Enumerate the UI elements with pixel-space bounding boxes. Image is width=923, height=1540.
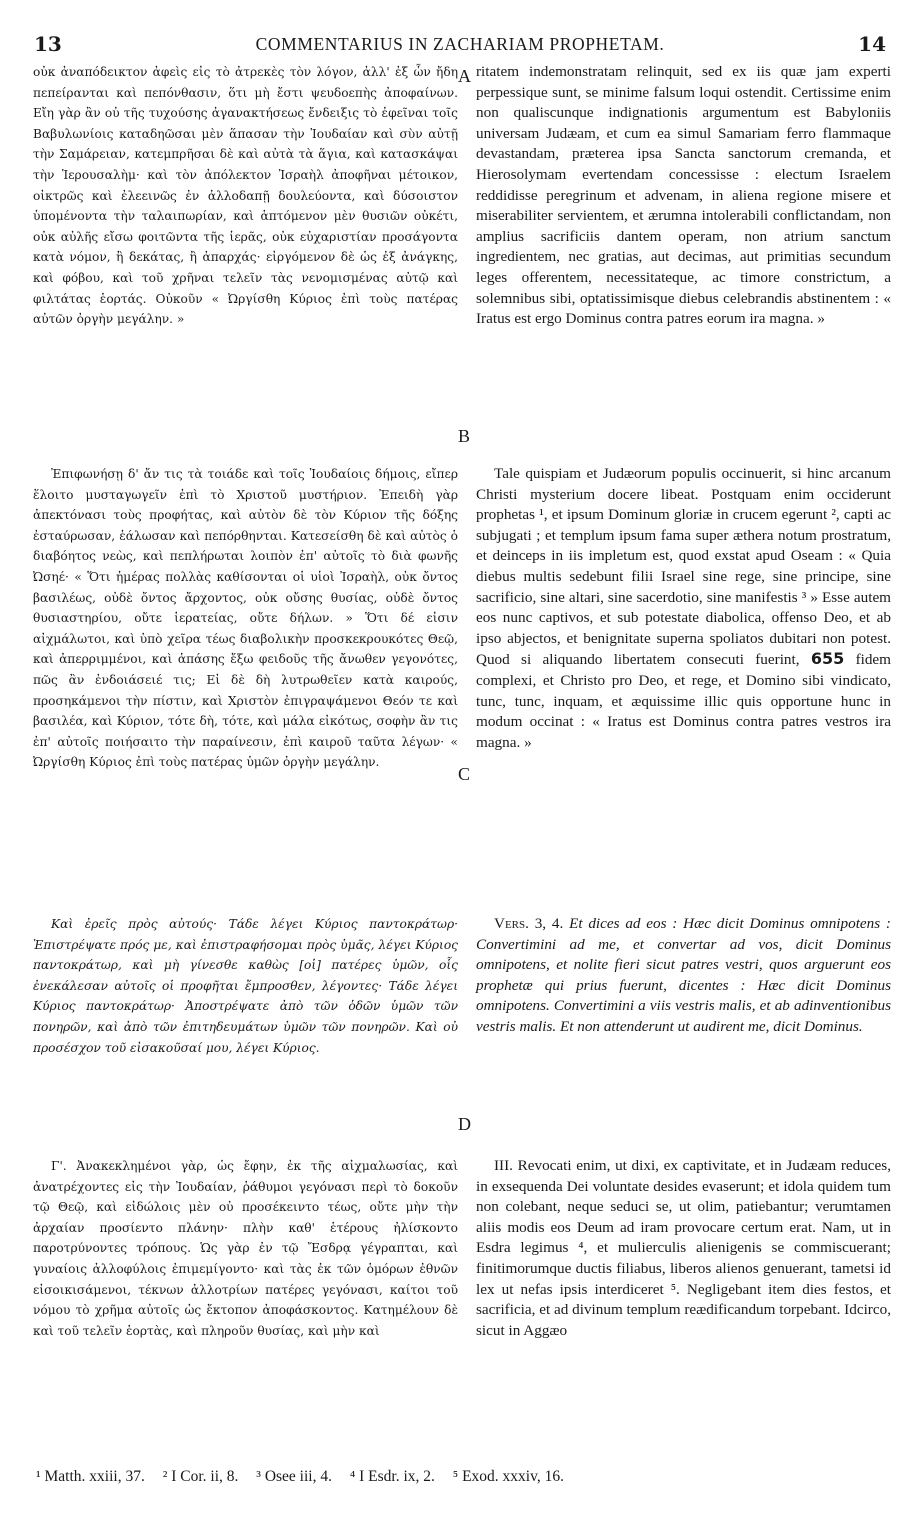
footnote: ¹ Matth. xxiii, 37. xyxy=(36,1468,145,1485)
verse-label: Vers. 3, 4. xyxy=(494,915,564,932)
latin-text xyxy=(476,464,891,753)
margin-letter-c: C xyxy=(458,764,471,784)
footnote: ⁵ Exod. xxxiv, 16. xyxy=(452,1468,564,1485)
running-title: COMMENTARIUS IN ZACHARIAM PROPHETAM. xyxy=(255,34,665,54)
greek-paragraph-1 xyxy=(33,62,458,330)
greek-text: Καὶ ἐρεῖς πρὸς αὐτούς· Τάδε λέγει Κύριος παντοκράτωρ· Ἐπιστρέψατε πρός με, καὶ ἐπιστραφήσομαι πρὸς ὑμᾶς, λέγει Κύριος παντοκράτωρ, καὶ μὴ γίνεσθε καθὼς [οἱ] πατέρες ὑμῶν, οἷς ἐνεκάλεσαν αὐτοῖς οἱ προφῆται ἔμπροσθεν, λέγοντες· Τάδε λέγει Κύριος παντοκράτωρ· Ἀποστρέψατε ἀπὸ τῶν ὁδῶν ὑμῶν τῶν πονηρῶν, καὶ ἀπὸ τῶν ἐπιτηδευμάτων ὑμῶν τῶν πονηρῶν. Καὶ οὐ προσέσχον τοῦ εἰσακοῦσαί μου, λέγει Κύριος. xyxy=(33,917,458,1055)
footnote: ² I Cor. ii, 8. xyxy=(162,1468,239,1485)
latin-paragraph-1 xyxy=(476,62,891,330)
page-number-right: 14 xyxy=(858,32,886,56)
latin-text: ritatem indemonstratam relinquit, sed ex iis quæ jam experti perpessique sunt, se minime falsum loqui ostendit. Certissime enim non qualiscunque indignationis argumentum est Babyloniis universam Judæam, et cum ea simul Samariam ferro flammaque devastandam, præterea ipsa Sancta sanctorum cremanda, et Hierosolymam evertendam concessisse : electum Israelem reddidisse peregrinum et advenam, in aliena regione misere et miserabiliter servientem, et ærumna intolerabili conflictandam, non amplius sacrificiis dantem operam, non atrium sanctum ingredientem, nec gratias, aut decimas, aut primitias secundum leges offerentem, necessitateque, ac timore constrictum, a solemnibus sibi, optatissimisque diebus celebrandis abstinentem : « Iratus est ergo Dominus contra patres eorum ira magna. » xyxy=(476,63,891,328)
verse-text: Et dices ad eos : Hæc dicit Dominus omnipotens : Convertimini ad me, et convertar ad vos, dicit Dominus omnipotens, et nolite fieri sicut patres vestri, quos arguerunt eos prophetæ qui prius fuerunt, dicentes : Hæc dicit Dominus omnipotens. Convertimini a viis vestris malis, et ab adinventionibus vestris malis. Et non attenderunt ut audirent me, dicit Dominus. xyxy=(476,915,891,1035)
latin-text xyxy=(476,914,891,1038)
greek-scripture-quote xyxy=(33,914,458,1058)
margin-letter-b: B xyxy=(458,426,471,446)
page-number-left: 13 xyxy=(34,32,62,56)
latin-text-part: fidem complexi, et Christo pro Deo, et rege, et Domino sibi vindicato, tunc, tunc, inquam, et æquissime illic quis opportune hunc in modum occinat : « Iratus est Dominus contra patres vestros ira magna. » xyxy=(476,651,891,751)
margin-letter-d: D xyxy=(458,1114,471,1134)
latin-text-part: Tale quispiam et Judæorum populis occinuerit, si hinc arcanum Christi mysterium docere libeat. Postquam enim occiderunt prophetas ¹, et ipsum Dominum gloriæ in crucem egerunt ², capti ac subjugati ; et templum ipsum fama super æthera notum prostratum, et deinceps in iis impletum est, quod exstat apud Oseam : « Quia diebus multis sedebunt filii Israel sine rege, sine principe, sine sacrificio, sine altari, sine sacerdotio, sine manifestis ³ » Esse autem eos nunc captivos, et sub potestate diabolica, offenso Deo, et ab ipso abjectos, et benignitate superna spoliatos dubitari non potest. Quod si aliquando libertatem consecuti fuerint, xyxy=(476,465,891,669)
footnote: ³ Osee iii, 4. xyxy=(256,1468,332,1485)
greek-paragraph-2 xyxy=(33,464,458,773)
running-header xyxy=(34,32,886,54)
latin-verse-quote xyxy=(476,914,891,1038)
greek-text: Γ'. Ἀνακεκλημένοι γὰρ, ὡς ἔφην, ἐκ τῆς αἰχμαλωσίας, καὶ ἀνατρέχοντες εἰς τὴν Ἰουδαίαν, ῥάθυμοι γεγόνασι περὶ τὸ δοκοῦν τῷ Θεῷ, καὶ εἰδώλοις μὲν οὐ προσέκειντο τέως, οὔτε μὴν τὴν ἀρχαίαν προσίεντο πλάνην· πλὴν καθ' ἑτέρους ἠλίσκοντο παροτρύνοντες τρόπους. Ὡς γὰρ ἐν τῷ Ἔσδρᾳ γέγραπται, καὶ γυναίοις ἀλλοφύλοις ἐπιμεμίγοντο· καὶ τὰς ἐκ τῶν ὁμόρων ἐθνῶν εἰσοικισάμενοι, τέκνων ἀλλοτρίων πατέρες γεγόνασι, καίτοι τοῦ νόμου τὸ χρῆμα αὐτοῖς ὡς ἔκτοπον ἀποφάσκοντος. Κατημέλουν δὲ καὶ τοῦ τελεῖν ἑορτὰς, καὶ πληροῦν θυσίας, καὶ μὴν καὶ xyxy=(33,1159,458,1338)
greek-text: οὐκ ἀναπόδεικτον ἀφεὶς εἰς τὸ ἀτρεκὲς τὸν λόγον, ἀλλ' ἐξ ὧν ἤδη πεπείρανται καὶ πεπόνθασιν, ὅτι μὴ ἔστι ψευδοεπὴς ἀποφαίνων. Εἴη γὰρ ἂν οὐ τῆς τυχούσης ἀγανακτήσεως ἔνδειξις τὸ ἐφεῖναι τοῖς Βαβυλωνίοις καταδηῶσαι μὲν ἅπασαν τὴν Ἰουδαίαν καὶ σὺν αὐτῇ τὴν Σαμάρειαν, κατεμπρῆσαι δὲ καὶ αὐτὰ τὰ ἅγια, καὶ κατασκάψαι τὴν Ἱερουσαλὴμ· καὶ τὸν ἀπόλεκτον Ἰσραὴλ ἀποφῆναι μέτοικον, οἰκτρῶς καὶ ἐλεεινῶς ἐν ἀλλοδαπῇ δουλεύοντα, καὶ δύσοιστον ὑπομένοντα τὴν ταλαιπωρίαν, καὶ ἁπτόμενον μὲν θυσιῶν οὐκέτι, οὐκ αὐλῆς εἴσω φοιτῶντα τῆς ἱερᾶς, οὐκ εὐχαριστίαν προσάγοντα κατὰ νόμον, ἢ δεκάτας, ἢ ἀπαρχάς· εἰργόμενον δὲ ὡς ἐξ ἀνάγκης, καὶ φόβου, καὶ τοῦ χρῆναι τελεῖν τὰς νενομισμένας αὐτῷ καὶ φιλτάτας ἑορτάς. Οὐκοῦν « Ὠργίσθη Κύριος ἐπὶ τοὺς πατέρας αὐτῶν ὀργὴν μεγάλην. » xyxy=(33,65,458,327)
footnote: ⁴ I Esdr. ix, 2. xyxy=(349,1468,435,1485)
footnotes xyxy=(36,1468,896,1486)
latin-paragraph-3 xyxy=(476,1156,891,1341)
column-number: 655 xyxy=(810,649,845,669)
margin-letter-a: A xyxy=(458,66,471,86)
greek-text: Ἐπιφωνήσῃ δ' ἄν τις τὰ τοιάδε καὶ τοῖς Ἰουδαίοις δήμοις, εἴπερ ἕλοιτο μυσταγωγεῖν ἐπὶ τὸ Χριστοῦ μυστήριον. Ἐπειδὴ γὰρ ἀπεκτόνασι τοὺς προφήτας, καὶ αὐτὸν δὲ τὸν Κύριον τῆς δόξης ἐσταύρωσαν, ἑάλωσαν καὶ πεπόρθηνται. Κατεσείσθη δὲ καὶ αὐτὸς ὁ διαβόητος νεὼς, καὶ πεπλήρωται λοιπὸν ἐπ' αὐτοῖς τὸ διὰ φωνῆς Ὠσηέ· « Ὅτι ἡμέρας πολλὰς καθίσονται οἱ υἱοὶ Ἰσραὴλ, οὐκ ὄντος βασιλέως, οὐδὲ ὄντος ἄρχοντος, οὐκ οὔσης θυσίας, οὐδὲ ὄντος θυσιαστηρίου, οὔτε ἱερατείας, οὔτε δήλων. » Ὅτι δέ εἰσιν αἰχμάλωτοι, καὶ ὑπὸ χεῖρα τέως διαβολικὴν προσκεκρουκότες Θεῷ, καὶ ἀπερριμμένοι, καὶ ἁπάσης ἔξω φειδοῦς τῆς ἄνωθεν γεγονότες, πῶς ἂν ἐνδοιάσειέ τις; Εἰ δὲ δὴ λυτρωθεῖεν κατὰ καιρούς, προσηκάμενοι τὴν πίστιν, καὶ Χριστὸν ἐπιγραψάμενοι Θεόν τε καὶ βασιλέα, καὶ Κύριον, τότε δὴ, τότε, καὶ μάλα εἰκότως, σοφὴν ἂν τις ἐπ' αὐτοῖς ποιήσαιτο τὴν παραίνεσιν, ἐπὶ καιροῦ ταῦτα λέγων· « Ὠργίσθη Κύριος ἐπὶ τοὺς πατέρας ὑμῶν ὀργὴν μεγάλην. xyxy=(33,467,458,770)
latin-paragraph-2 xyxy=(476,464,891,753)
latin-text: III. Revocati enim, ut dixi, ex captivitate, et in Judæam reduces, in exsequenda Dei voluntate desides evaserunt; et idola quidem tum non colebant, neque seduci se, ut olim, patiebantur; verumtamen aliis modis eos Deum ad iram provocare certum erat. Nam, ut in Esdra legimus ⁴, et mulierculis alienigenis se commiscuerant; finitimorumque ductis filiabus, liberos alienos genuerant, tametsi id lex ut nefas ipsis interdiceret ⁵. Negligebant item dies festos, et sacrificia, et ad divinum templum reædificandum torpebant. Idcirco, sicut in Aggæo xyxy=(476,1157,891,1339)
greek-paragraph-3 xyxy=(33,1156,458,1341)
